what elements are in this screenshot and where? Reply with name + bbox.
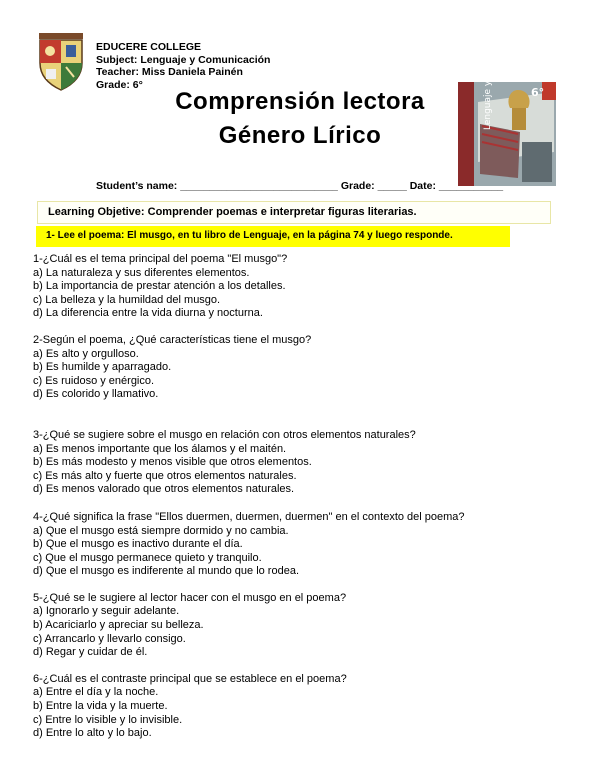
answer-option[interactable]: d) La diferencia entre la vida diurna y nocturna. xyxy=(33,307,263,320)
teacher-line: Teacher: Miss Daniela Painén xyxy=(96,66,243,78)
answer-option[interactable]: d) Es menos valorado que otros elementos naturales. xyxy=(33,483,295,496)
question-block xyxy=(33,429,465,497)
answer-option[interactable]: d) Es colorido y llamativo. xyxy=(33,388,159,401)
subject-line: Subject: Lenguaje y Comunicación xyxy=(96,53,271,66)
instruction-highlight xyxy=(36,226,510,247)
date-label: Date xyxy=(409,180,433,192)
book-grade-number: 6° xyxy=(531,86,545,99)
question-text: 1-¿Cuál es el tema principal del poema "El musgo"? xyxy=(33,253,288,265)
answer-option[interactable]: d) Regar y cuidar de él. xyxy=(33,646,148,659)
student-info-row xyxy=(96,180,503,192)
learning-objective-box xyxy=(37,201,551,224)
instruction-text: 1- Lee el poema: El musgo, en tu libro de Lenguaje, en la página 74 y luego responde. xyxy=(46,230,453,241)
answer-option[interactable]: c) La belleza y la humildad del musgo. xyxy=(33,293,221,306)
answer-option[interactable]: a) Es menos importante que los álamos y el maitén. xyxy=(33,442,287,455)
question-block xyxy=(33,334,465,402)
student-name-label: Student’s name: xyxy=(96,180,178,192)
student-name-blank[interactable]: ___________________________ xyxy=(180,180,338,192)
learning-objective-text: Learning Objetive: Comprender poemas e interpretar figuras literarias. xyxy=(48,206,417,218)
answer-option[interactable]: c) Que el musgo permanece quieto y tranquilo. xyxy=(33,551,262,564)
answer-option[interactable]: c) Entre lo visible y lo invisible. xyxy=(33,713,183,726)
answer-option[interactable]: b) Acariciarlo y apreciar su belleza. xyxy=(33,619,204,632)
page-title: Comprensión lectora xyxy=(175,88,425,115)
answer-option[interactable]: b) Entre la vida y la muerte. xyxy=(33,700,168,713)
answer-option[interactable]: a) Ignorarlo y seguir adelante. xyxy=(33,605,180,618)
school-info xyxy=(96,41,270,91)
question-block xyxy=(33,511,465,579)
answer-option[interactable]: a) Entre el día y la noche. xyxy=(33,686,159,699)
answer-option[interactable]: d) Que el musgo es indiferente al mundo que lo rodea. xyxy=(33,565,299,578)
school-crest-logo xyxy=(36,33,86,91)
answer-option[interactable]: a) Que el musgo está siempre dormido y no cambia. xyxy=(33,524,289,537)
questions-list xyxy=(33,253,465,741)
book-spine-text: Lenguaje y Comunicación xyxy=(483,14,493,130)
grade-label: Grade xyxy=(340,180,372,192)
date-blank[interactable]: : ___________ xyxy=(432,180,504,192)
answer-option[interactable]: b) Es humilde y aparragado. xyxy=(33,361,172,374)
answer-option[interactable]: a) Es alto y orgulloso. xyxy=(33,347,139,360)
grade-line: Grade: 6° xyxy=(96,78,143,91)
question-text: 2-Según el poema, ¿Qué características tiene el musgo? xyxy=(33,333,312,346)
answer-option[interactable]: c) Es más alto y fuerte que otros elementos naturales. xyxy=(33,469,297,482)
question-text: 3-¿Qué se sugiere sobre el musgo en relación con otros elementos naturales? xyxy=(33,428,416,441)
school-name: EDUCERE COLLEGE xyxy=(96,41,202,53)
page-subtitle: Género Lírico xyxy=(218,122,382,149)
question-text: 4-¿Qué significa la frase "Ellos duermen, duermen, duermen" en el contexto del poema? xyxy=(33,510,465,523)
answer-option[interactable]: a) La naturaleza y sus diferentes elementos. xyxy=(33,266,250,279)
question-block xyxy=(33,673,465,741)
textbook-cover-image xyxy=(458,14,556,186)
answer-option[interactable]: b) Que el musgo es inactivo durante el día. xyxy=(33,538,243,551)
answer-option[interactable]: c) Es ruidoso y enérgico. xyxy=(33,374,155,387)
grade-blank[interactable]: : _____ xyxy=(371,180,407,192)
question-text: 5-¿Qué se le sugiere al lector hacer con el musgo en el poema? xyxy=(33,591,347,604)
answer-option[interactable]: d) Entre lo alto y lo bajo. xyxy=(33,727,152,740)
answer-option[interactable]: b) Es más modesto y menos visible que otros elementos. xyxy=(33,456,312,469)
answer-option[interactable]: c) Arrancarlo y llevarlo consigo. xyxy=(33,632,186,645)
question-text: 6-¿Cuál es el contraste principal que se establece en el poema? xyxy=(33,672,347,685)
question-block xyxy=(33,253,465,321)
question-block xyxy=(33,592,465,660)
answer-option[interactable]: b) La importancia de prestar atención a los detalles. xyxy=(33,280,286,293)
